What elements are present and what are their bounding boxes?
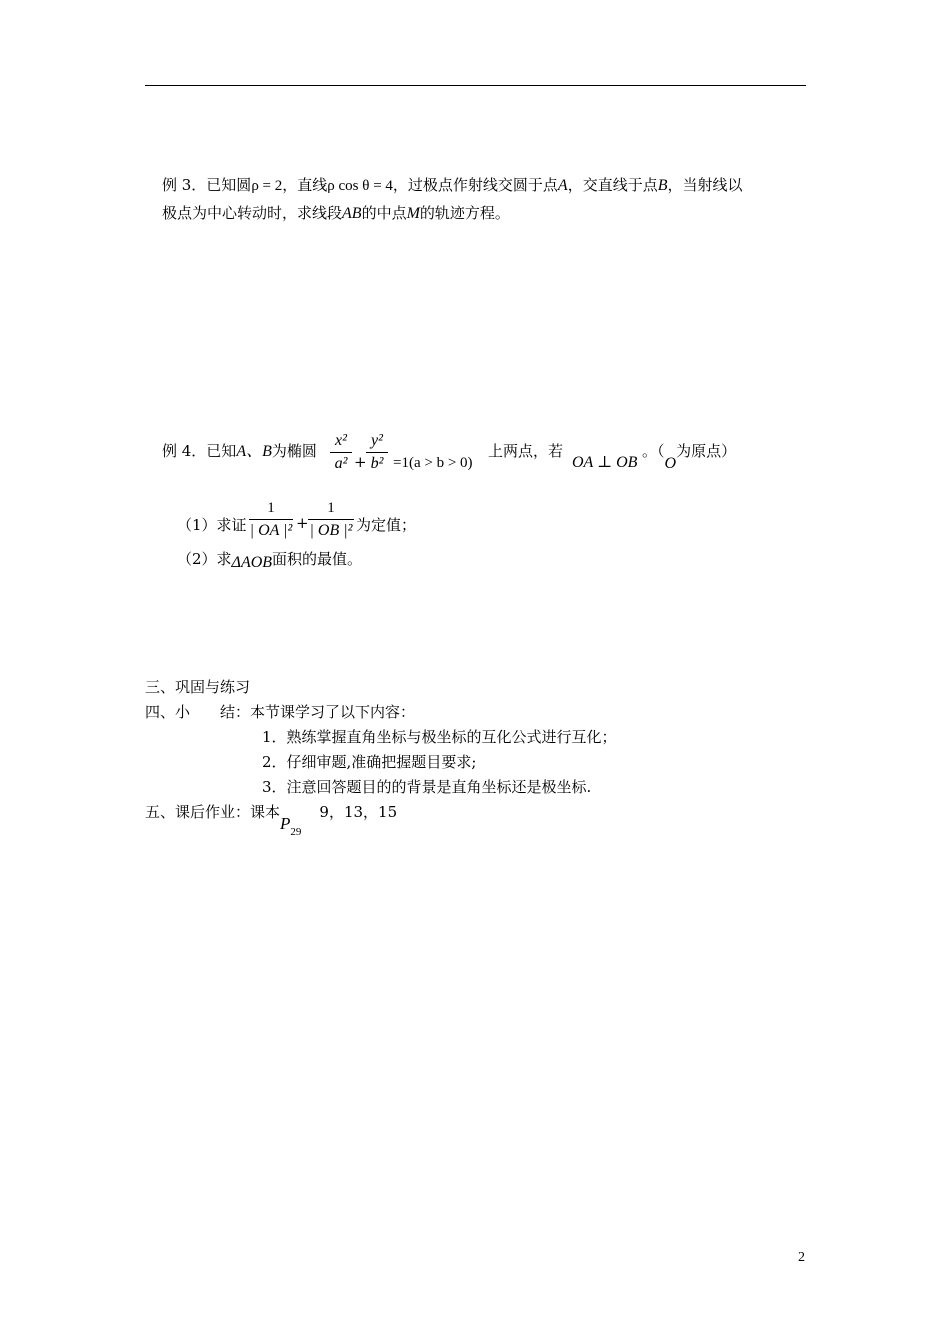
text: （1）求证 (177, 516, 247, 534)
numerator: x² (335, 432, 347, 449)
text: =1(a > b > 0) (393, 455, 473, 471)
example-4-label-group (162, 441, 317, 462)
page-reference: P (280, 814, 291, 833)
text: ，交直线于点 (567, 176, 658, 194)
reciprocal-ob-fraction (308, 500, 354, 540)
text: 面积的最值。 (272, 550, 363, 568)
origin-note (642, 441, 737, 472)
example-3-label: 例 3．已知圆 (162, 176, 252, 194)
denominator: | OA |² (249, 522, 293, 539)
text: 上两点，若 (488, 442, 564, 460)
text: ，过极点作射线交圆于点 (392, 176, 558, 194)
text: 的轨迹方程。 (419, 204, 510, 222)
summary-item-1 (262, 727, 617, 747)
origin-o: O (664, 455, 677, 472)
ellipse-condition (393, 452, 473, 473)
part-1-tail (356, 515, 416, 535)
line-equation: ρ cos θ = 4 (327, 178, 393, 194)
example-4-tail (488, 441, 563, 461)
text: 为椭圆 (271, 442, 317, 460)
example-3-line-1 (162, 175, 743, 196)
denominator: a² (334, 455, 348, 472)
segment-ab: AB (342, 205, 362, 222)
triangle-aob: ΔAOB (231, 554, 273, 571)
part-1-label (177, 515, 247, 535)
text: 为定值； (356, 516, 417, 534)
text: 为原点） (676, 442, 737, 460)
text: 1．熟练掌握直角坐标与极坐标的互化公式进行互化； (262, 728, 617, 746)
part-2 (177, 549, 362, 570)
text: + (296, 514, 309, 532)
header-rule (145, 85, 806, 86)
text: 。（ (642, 442, 665, 460)
numerator: y² (371, 432, 383, 449)
point-m: M (406, 205, 420, 222)
text: （2）求 (177, 550, 232, 568)
text: 三、巩固与练习 (145, 678, 251, 696)
page-number: 2 (798, 1250, 805, 1265)
ellipse-y-fraction (366, 432, 388, 473)
numerator: 1 (267, 500, 275, 516)
section-5-heading (145, 802, 398, 838)
text: 3．注意回答题目的的背景是直角坐标还是极坐标. (262, 778, 592, 796)
reciprocal-oa-fraction (249, 500, 293, 540)
summary-item-2 (262, 752, 476, 772)
fraction-bar (366, 452, 388, 453)
fraction-bar (249, 519, 293, 520)
text: OA ⊥ OB (572, 454, 638, 471)
ellipse-x-fraction (330, 432, 352, 473)
text: + (354, 453, 367, 471)
fraction-bar (308, 519, 354, 520)
denominator: | OB |² (309, 522, 353, 539)
text: 四、小 结：本节课学习了以下内容： (145, 703, 416, 721)
text: 2．仔细审题,准确把握题目要求; (262, 753, 477, 771)
point-b: B (657, 177, 668, 194)
plus-sign (354, 452, 367, 472)
circle-equation: ρ = 2 (251, 178, 283, 194)
text: 的中点 (361, 204, 407, 222)
example-3-line-2 (162, 203, 510, 224)
point-a: A (557, 177, 568, 194)
text: ，当射线以 (667, 176, 743, 194)
page-reference-number: 29 (290, 826, 302, 838)
section-3-heading (145, 677, 250, 697)
example-4-label: 例 4．已知 (162, 442, 237, 460)
text: ，直线 (282, 176, 328, 194)
points-ab: A、B (236, 443, 272, 460)
numerator: 1 (327, 500, 335, 516)
fraction-bar (330, 452, 352, 453)
perpendicular-condition (572, 452, 637, 473)
text: 极点为中心转动时，求线段 (162, 204, 343, 222)
part-1-plus (296, 513, 309, 533)
summary-item-3 (262, 777, 591, 797)
problem-numbers: 9，13，15 (319, 803, 398, 821)
section-4-heading (145, 702, 415, 722)
denominator: b² (370, 455, 384, 472)
text: 五、课后作业：课本 (145, 803, 281, 821)
